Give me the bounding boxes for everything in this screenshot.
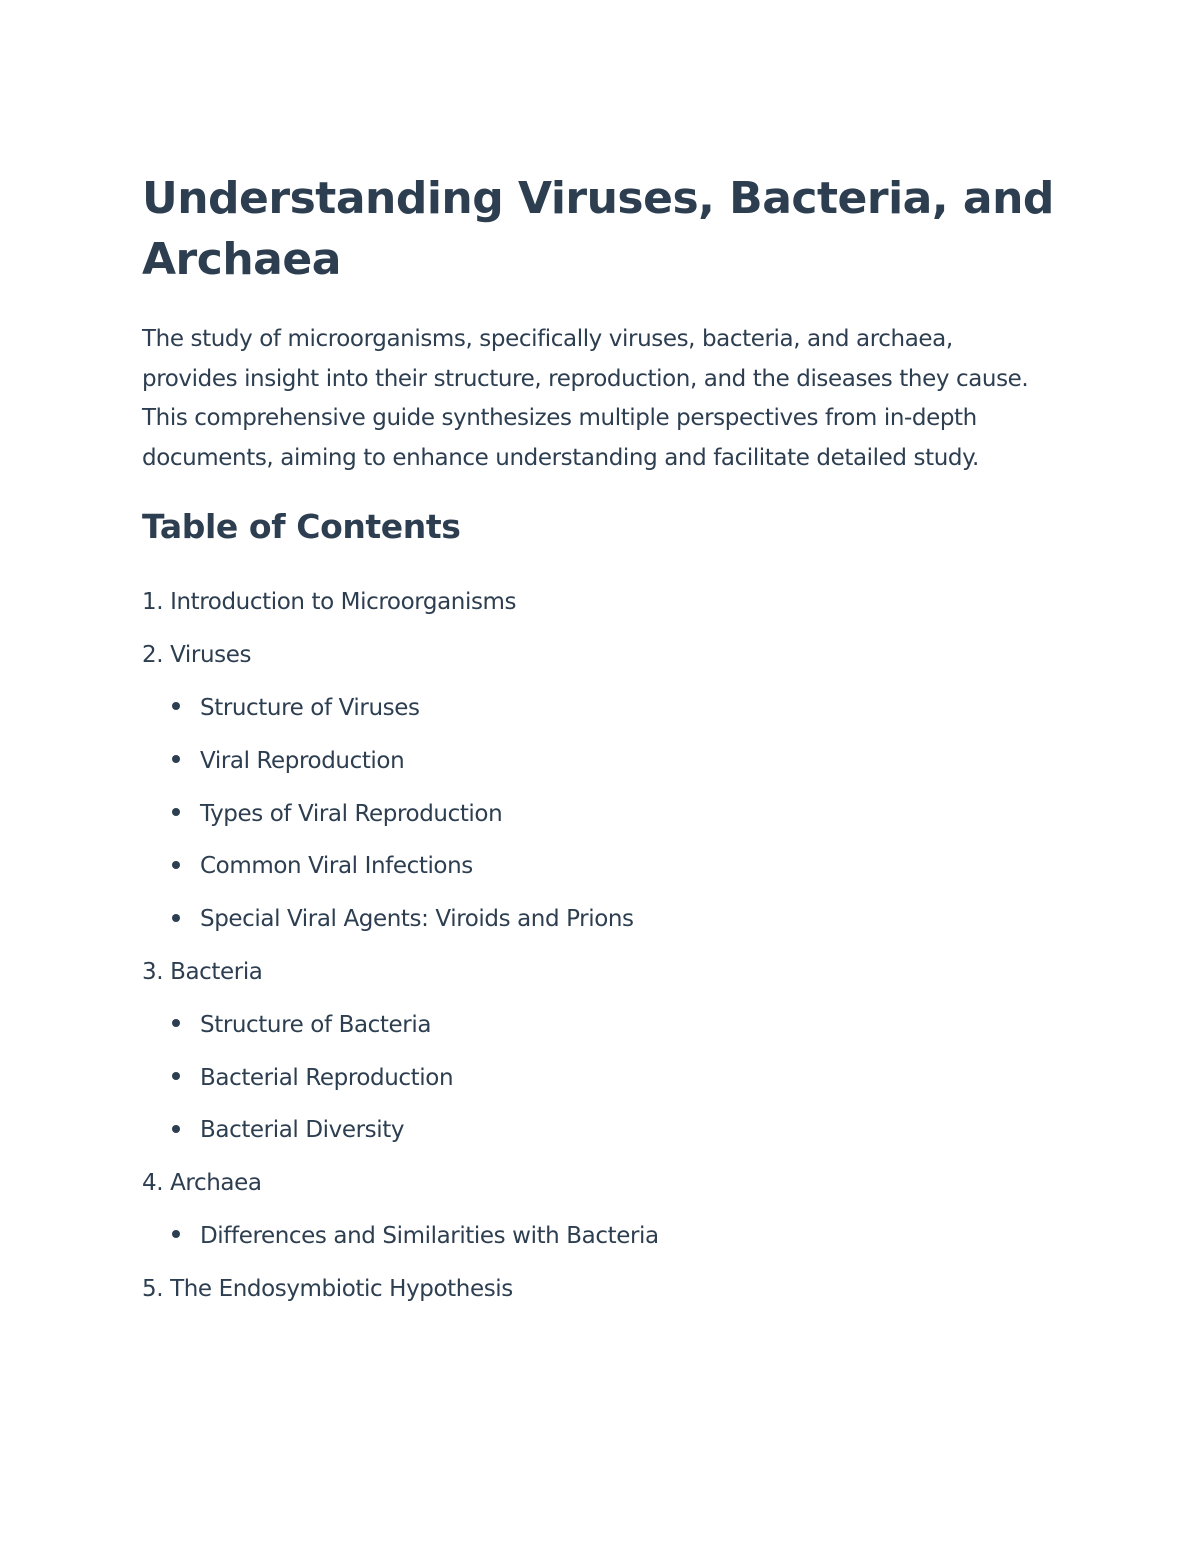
bullet-icon — [172, 861, 180, 869]
toc-subitem — [142, 893, 1062, 946]
toc-item — [142, 946, 1062, 999]
toc-item — [142, 1157, 1062, 1210]
bullet-icon — [172, 808, 180, 816]
toc-item — [142, 629, 1062, 682]
toc-subitem-label: Bacterial Reproduction — [200, 1064, 454, 1091]
document-page — [142, 168, 1062, 1316]
toc-subitem — [142, 1104, 1062, 1157]
toc-subitem-label: Common Viral Infections — [200, 853, 473, 880]
intro-paragraph: The study of microorganisms, specifically viruses, bacteria, and archaea, provides insight into their structure, reproduction, and the diseases they cause. This comprehensive guide synthesizes multiple perspectives from in-depth documents, aiming to enhance understanding and facilitate detailed study. — [142, 326, 1029, 471]
toc-item-label: Archaea — [170, 1170, 262, 1197]
toc-item — [142, 1263, 1062, 1316]
toc-item-number: 1. — [142, 589, 164, 616]
toc-subitem-label: Structure of Viruses — [200, 694, 420, 721]
toc-subitem — [142, 1052, 1062, 1105]
toc-subitem — [142, 788, 1062, 841]
toc-item-label: Bacteria — [170, 958, 263, 985]
bullet-icon — [172, 702, 180, 710]
bullet-icon — [172, 914, 180, 922]
bullet-icon — [172, 1019, 180, 1027]
toc-item-label: Viruses — [170, 642, 252, 669]
toc-item-label: Introduction to Microorganisms — [170, 589, 517, 616]
toc-subitem — [142, 735, 1062, 788]
bullet-icon — [172, 1230, 180, 1238]
toc-subitem-label: Viral Reproduction — [200, 747, 405, 774]
toc-item-number: 2. — [142, 642, 164, 669]
toc-item-number: 3. — [142, 958, 164, 985]
toc-subitem-label: Differences and Similarities with Bacteria — [200, 1222, 659, 1249]
bullet-icon — [172, 1125, 180, 1133]
toc-subitem — [142, 682, 1062, 735]
toc-subitem-label: Structure of Bacteria — [200, 1011, 432, 1038]
toc-item — [142, 576, 1062, 629]
toc-subitem — [142, 1210, 1062, 1263]
bullet-icon — [172, 755, 180, 763]
toc-item-number: 5. — [142, 1275, 164, 1302]
toc-heading: Table of Contents — [142, 507, 461, 547]
bullet-icon — [172, 1072, 180, 1080]
document-title: Understanding Viruses, Bacteria, and Archaea — [142, 173, 1054, 285]
table-of-contents — [142, 576, 1062, 1315]
toc-subitem — [142, 840, 1062, 893]
toc-item-label: The Endosymbiotic Hypothesis — [170, 1275, 513, 1302]
toc-subitem-label: Types of Viral Reproduction — [200, 800, 503, 827]
toc-subitem — [142, 999, 1062, 1052]
toc-subitem-label: Special Viral Agents: Viroids and Prions — [200, 906, 634, 933]
toc-item-number: 4. — [142, 1170, 164, 1197]
toc-subitem-label: Bacterial Diversity — [200, 1117, 405, 1144]
